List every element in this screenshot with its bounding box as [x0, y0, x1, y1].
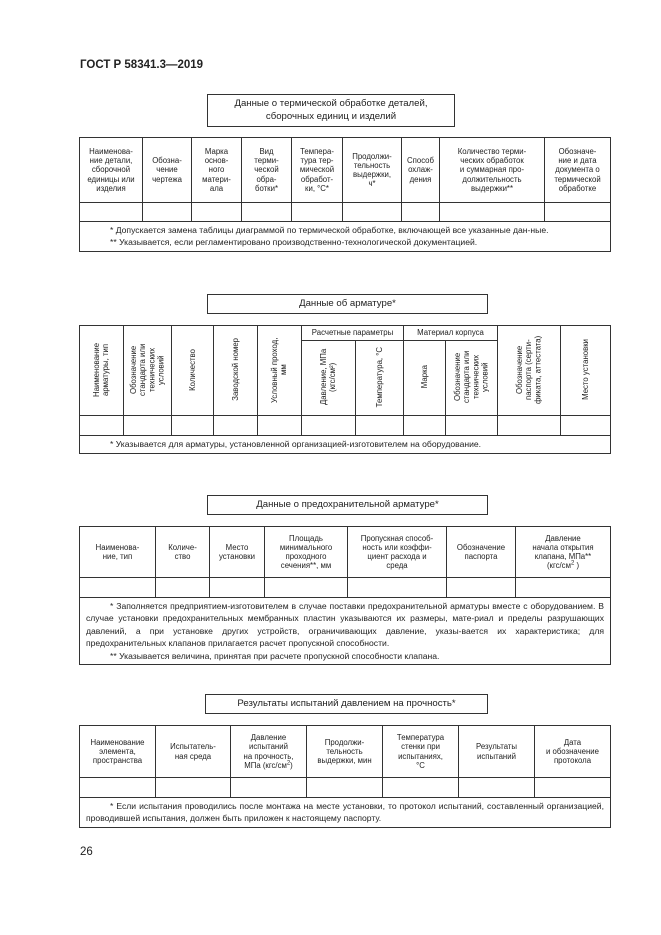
tests-col-element-text: Наименование элемента, пространства [90, 737, 145, 766]
safety-col-passport [447, 527, 516, 578]
safety-cell [156, 578, 210, 598]
heat-notes [80, 222, 611, 252]
fit-col-name [80, 326, 124, 416]
tests-cell [307, 778, 383, 798]
fit-col-location [561, 326, 611, 416]
document-header: ГОСТ Р 58341.3—2019 [80, 59, 204, 71]
heat-col-temperature-text: Темпера- тура тер- мической обработ- ки, °С* [299, 147, 335, 193]
page-number: 26 [80, 846, 93, 858]
fit-cell [302, 416, 356, 436]
safety-col-location [210, 527, 265, 578]
tests-col-duration [307, 726, 383, 778]
fit-cell [80, 416, 124, 436]
safety-col-passport-text: Обозначение паспорта [456, 542, 506, 561]
tests-col-element [80, 726, 156, 778]
tests-note-text: * Если испытания проводились после монтажа на месте установки, то протокол испытаний, составленный организацией, проводившей испытания, должен быть приложен к настоящему паспорту. [86, 801, 604, 824]
safety-table [79, 526, 611, 665]
safety-notes-row [80, 598, 611, 665]
safety-col-capacity [348, 527, 447, 578]
heat-col-document-text: Обозначе- ние и дата документа о термической обработке [554, 147, 601, 193]
fit-col-bore [258, 326, 302, 416]
heat-col-count [440, 138, 545, 203]
fittings-note-text: * Указывается для арматуры, установленной организацией-изготовителем на оборудование. [110, 439, 482, 450]
heat-cell [440, 203, 545, 222]
heat-col-cooling-text: Способ охлаж- дения [407, 156, 434, 184]
tests-col-medium [156, 726, 231, 778]
safety-note-1: * Заполняется предприятием-изготовителем в случае поставки предохранительной арматуры вместе с оборудованием. В случае установки предохранительных мембранных пластин указываются их размеры, мате-риал и пределы разрушающих давлений, а при установке других устройств, ограничивающих давление, указы-вается их характеристика; для предохранительных клапанов прилагается расчет пропускной способности. [86, 601, 604, 649]
safety-note-2: ** Указывается величина, принятая при расчете пропускной способности клапана. [110, 650, 440, 661]
fit-col-material-standard-text: Обозначение стандарта или технических условий [453, 350, 490, 404]
tests-empty-row [80, 778, 611, 798]
tests-cell [459, 778, 535, 798]
tests-header-row [80, 726, 611, 778]
safety-notes [80, 598, 611, 665]
tests-col-results-text: Результаты испытаний [475, 742, 518, 761]
heat-col-duration [343, 138, 402, 203]
heat-col-name [80, 138, 143, 203]
tests-col-protocol-text: Дата и обозначение протокола [545, 737, 599, 766]
safety-col-quantity [156, 527, 210, 578]
safety-col-capacity-text: Пропускная способ- ность или коэффи- циент расхода и среда [360, 533, 434, 571]
tests-note-row [80, 798, 611, 828]
fit-group-design: Расчетные параметры [302, 326, 404, 341]
fit-col-serial-text: Заводской номер [230, 338, 240, 401]
fittings-table [79, 325, 611, 454]
fit-col-material-standard [446, 341, 498, 416]
fit-col-pressure-text: Давление, МПа (кгс/см²) [319, 348, 338, 406]
heat-cell [343, 203, 402, 222]
fit-col-temperature-text: Температура, °С [374, 346, 384, 408]
safety-col-area [265, 527, 348, 578]
heat-note-1: * Допускается замена таблицы диаграммой по термической обработке, включающей все указанные дан-ные. [110, 225, 549, 235]
fit-col-pressure [302, 341, 356, 416]
fit-col-serial [214, 326, 258, 416]
fittings-empty-row [80, 416, 611, 436]
fit-col-standard-text: Обозначение стандарта или технических условий [129, 343, 166, 396]
fit-cell [561, 416, 611, 436]
fit-cell [404, 416, 446, 436]
fittings-note [80, 436, 611, 453]
heat-empty-row [80, 203, 611, 222]
safety-col-location-text: Место установки [218, 542, 256, 561]
fit-group-material: Материал корпуса [404, 326, 498, 341]
safety-cell [80, 578, 156, 598]
fit-cell [498, 416, 561, 436]
fit-col-temperature [356, 341, 404, 416]
heat-col-name-text: Наименова- ние детали, сборочной единицы или изделия [87, 147, 135, 193]
heat-col-type-text: Вид терми- ческой обра- ботки* [254, 147, 279, 193]
tests-note [80, 798, 611, 828]
tests-cell [231, 778, 307, 798]
safety-col-area-text: Площадь минимального проходного сечения**, мм [279, 533, 333, 571]
tests-cell [535, 778, 611, 798]
fit-col-bore-text: Условный проход, мм [270, 336, 289, 403]
safety-cell [210, 578, 265, 598]
tests-col-pressure-text: Давление испытаний на прочность, МПа $(кгс/см^2)$ [243, 733, 294, 770]
safety-header-row [80, 527, 611, 578]
fit-cell [214, 416, 258, 436]
heat-caption-line-2: сборочных единиц и изделий [265, 110, 397, 122]
heat-header-row [80, 138, 611, 203]
heat-col-drawing-text: Обозна- чение чертежа [152, 156, 182, 184]
heat-col-drawing [143, 138, 192, 203]
heat-cell [242, 203, 292, 222]
heat-cell [402, 203, 440, 222]
safety-cell [265, 578, 348, 598]
tests-col-wall-temperature-text: Температура стенки при испытаниях, °С [396, 733, 445, 770]
heat-cell [80, 203, 143, 222]
fit-cell [258, 416, 302, 436]
safety-col-pressure [516, 527, 611, 578]
fit-col-location-text: Место установки [580, 339, 590, 400]
heat-cell [292, 203, 343, 222]
heat-col-count-text: Количество терми- ческих обработок и суммарная про- должительность выдержки** [457, 147, 527, 193]
safety-col-pressure-text: Давление начала открытия клапана, МПа** ($кгс/см^2$ ) [532, 533, 594, 571]
fit-col-grade [404, 341, 446, 416]
heat-cell [192, 203, 242, 222]
safety-cell [348, 578, 447, 598]
heat-note-2: ** Указывается, если регламентировано производственно-технологической документацией. [110, 237, 478, 248]
fit-cell [124, 416, 172, 436]
safety-col-quantity-text: Количе- ство [168, 542, 197, 561]
safety-caption: Данные о предохранительной арматуре* [207, 495, 488, 515]
fit-cell [172, 416, 214, 436]
heat-col-material [192, 138, 242, 203]
tests-col-duration-text: Продолжи- тельность выдержки, мин [317, 737, 372, 766]
tests-col-pressure [231, 726, 307, 778]
fittings-caption: Данные об арматуре* [207, 294, 488, 314]
heat-caption-line-1: Данные о термической обработке деталей, [234, 98, 428, 110]
heat-col-document [545, 138, 611, 203]
tests-caption: Результаты испытаний давлением на прочность* [205, 694, 488, 714]
tests-col-protocol [535, 726, 611, 778]
tests-cell [156, 778, 231, 798]
fit-col-passport-text: Обозначение паспорта (серти-фиката, аттестата) [515, 335, 543, 404]
heat-notes-row [80, 222, 611, 252]
fit-col-quantity-text: Количество [187, 348, 197, 391]
safety-col-name-text: Наименова- ние, тип [95, 542, 140, 561]
fit-col-quantity [172, 326, 214, 416]
heat-treatment-table [79, 137, 611, 252]
fit-cell [446, 416, 498, 436]
heat-treatment-caption [207, 94, 455, 127]
heat-cell [143, 203, 192, 222]
heat-col-type [242, 138, 292, 203]
fit-col-standard [124, 326, 172, 416]
tests-table [79, 725, 611, 828]
safety-col-name [80, 527, 156, 578]
tests-col-results [459, 726, 535, 778]
safety-empty-row [80, 578, 611, 598]
fittings-header-row-1 [80, 326, 611, 341]
tests-col-wall-temperature [383, 726, 459, 778]
safety-cell [447, 578, 516, 598]
tests-col-medium-text: Испытатель- ная среда [170, 742, 216, 761]
heat-cell [545, 203, 611, 222]
tests-cell [80, 778, 156, 798]
heat-col-cooling [402, 138, 440, 203]
fit-col-passport [498, 326, 561, 416]
heat-col-duration-text: Продолжи- тельность выдержки, ч* [352, 151, 392, 189]
fittings-note-row [80, 436, 611, 453]
tests-cell [383, 778, 459, 798]
fit-cell [356, 416, 404, 436]
heat-col-temperature [292, 138, 343, 203]
fit-col-name-text: Наименование арматуры, тип [92, 342, 111, 397]
heat-col-material-text: Марка основ- ного матери- ала [202, 147, 231, 193]
safety-cell [516, 578, 611, 598]
fit-col-grade-text: Марка [419, 365, 429, 389]
